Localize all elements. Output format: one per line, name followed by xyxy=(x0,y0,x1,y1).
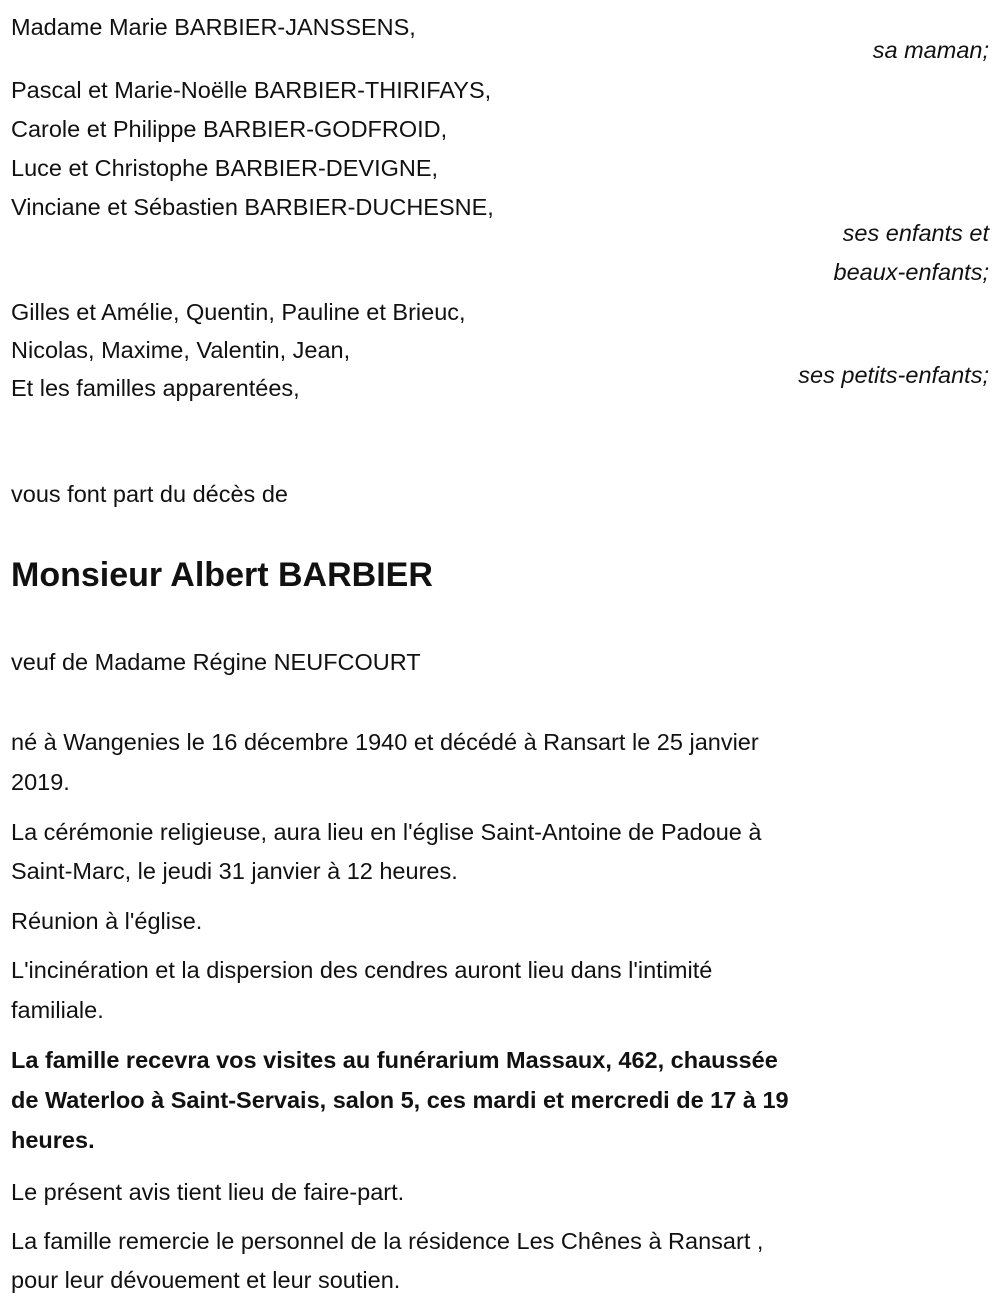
children-role: beaux-enfants; xyxy=(833,259,989,285)
cremation: L'incinération et la dispersion des cendres auront lieu dans l'intimité xyxy=(11,957,713,983)
announcement: vous font part du décès de xyxy=(11,481,288,507)
grandchildren-line: Gilles et Amélie, Quentin, Pauline et Brieuc, xyxy=(11,299,466,325)
deceased-name: Monsieur Albert BARBIER xyxy=(11,556,433,594)
grandchildren-line: Nicolas, Maxime, Valentin, Jean, xyxy=(11,337,351,363)
widower-line: veuf de Madame Régine NEUFCOURT xyxy=(11,649,421,675)
ceremony: Saint-Marc, le jeudi 31 janvier à 12 heures. xyxy=(11,858,458,884)
ceremony: La cérémonie religieuse, aura lieu en l'église Saint-Antoine de Padoue à xyxy=(11,819,762,845)
meeting: Réunion à l'église. xyxy=(11,908,203,934)
child-line: Carole et Philippe BARBIER-GODFROID, xyxy=(11,116,448,142)
thanks: La famille remercie le personnel de la résidence Les Chênes à Ransart , xyxy=(11,1228,764,1254)
birth-death: né à Wangenies le 16 décembre 1940 et décédé à Ransart le 25 janvier xyxy=(11,729,759,755)
child-line: Vinciane et Sébastien BARBIER-DUCHESNE, xyxy=(11,194,494,220)
thanks: pour leur dévouement et leur soutien. xyxy=(11,1267,401,1293)
children-role: ses enfants et xyxy=(842,220,989,246)
visits: de Waterloo à Saint-Servais, salon 5, ces mardi et mercredi de 17 à 19 xyxy=(11,1087,789,1113)
grandchildren-role: ses petits-enfants; xyxy=(798,362,989,388)
visits: heures. xyxy=(11,1127,95,1153)
cremation: familiale. xyxy=(11,997,104,1023)
notice: Le présent avis tient lieu de faire-part. xyxy=(11,1179,405,1205)
mother-line: Madame Marie BARBIER-JANSSENS, xyxy=(11,14,416,40)
mother-role: sa maman; xyxy=(872,37,989,63)
birth-death: 2019. xyxy=(11,769,70,795)
child-line: Pascal et Marie-Noëlle BARBIER-THIRIFAYS, xyxy=(11,77,492,103)
visits: La famille recevra vos visites au funérarium Massaux, 462, chaussée xyxy=(11,1047,778,1073)
child-line: Luce et Christophe BARBIER-DEVIGNE, xyxy=(11,155,439,181)
relatives-line: Et les familles apparentées, xyxy=(11,375,300,401)
